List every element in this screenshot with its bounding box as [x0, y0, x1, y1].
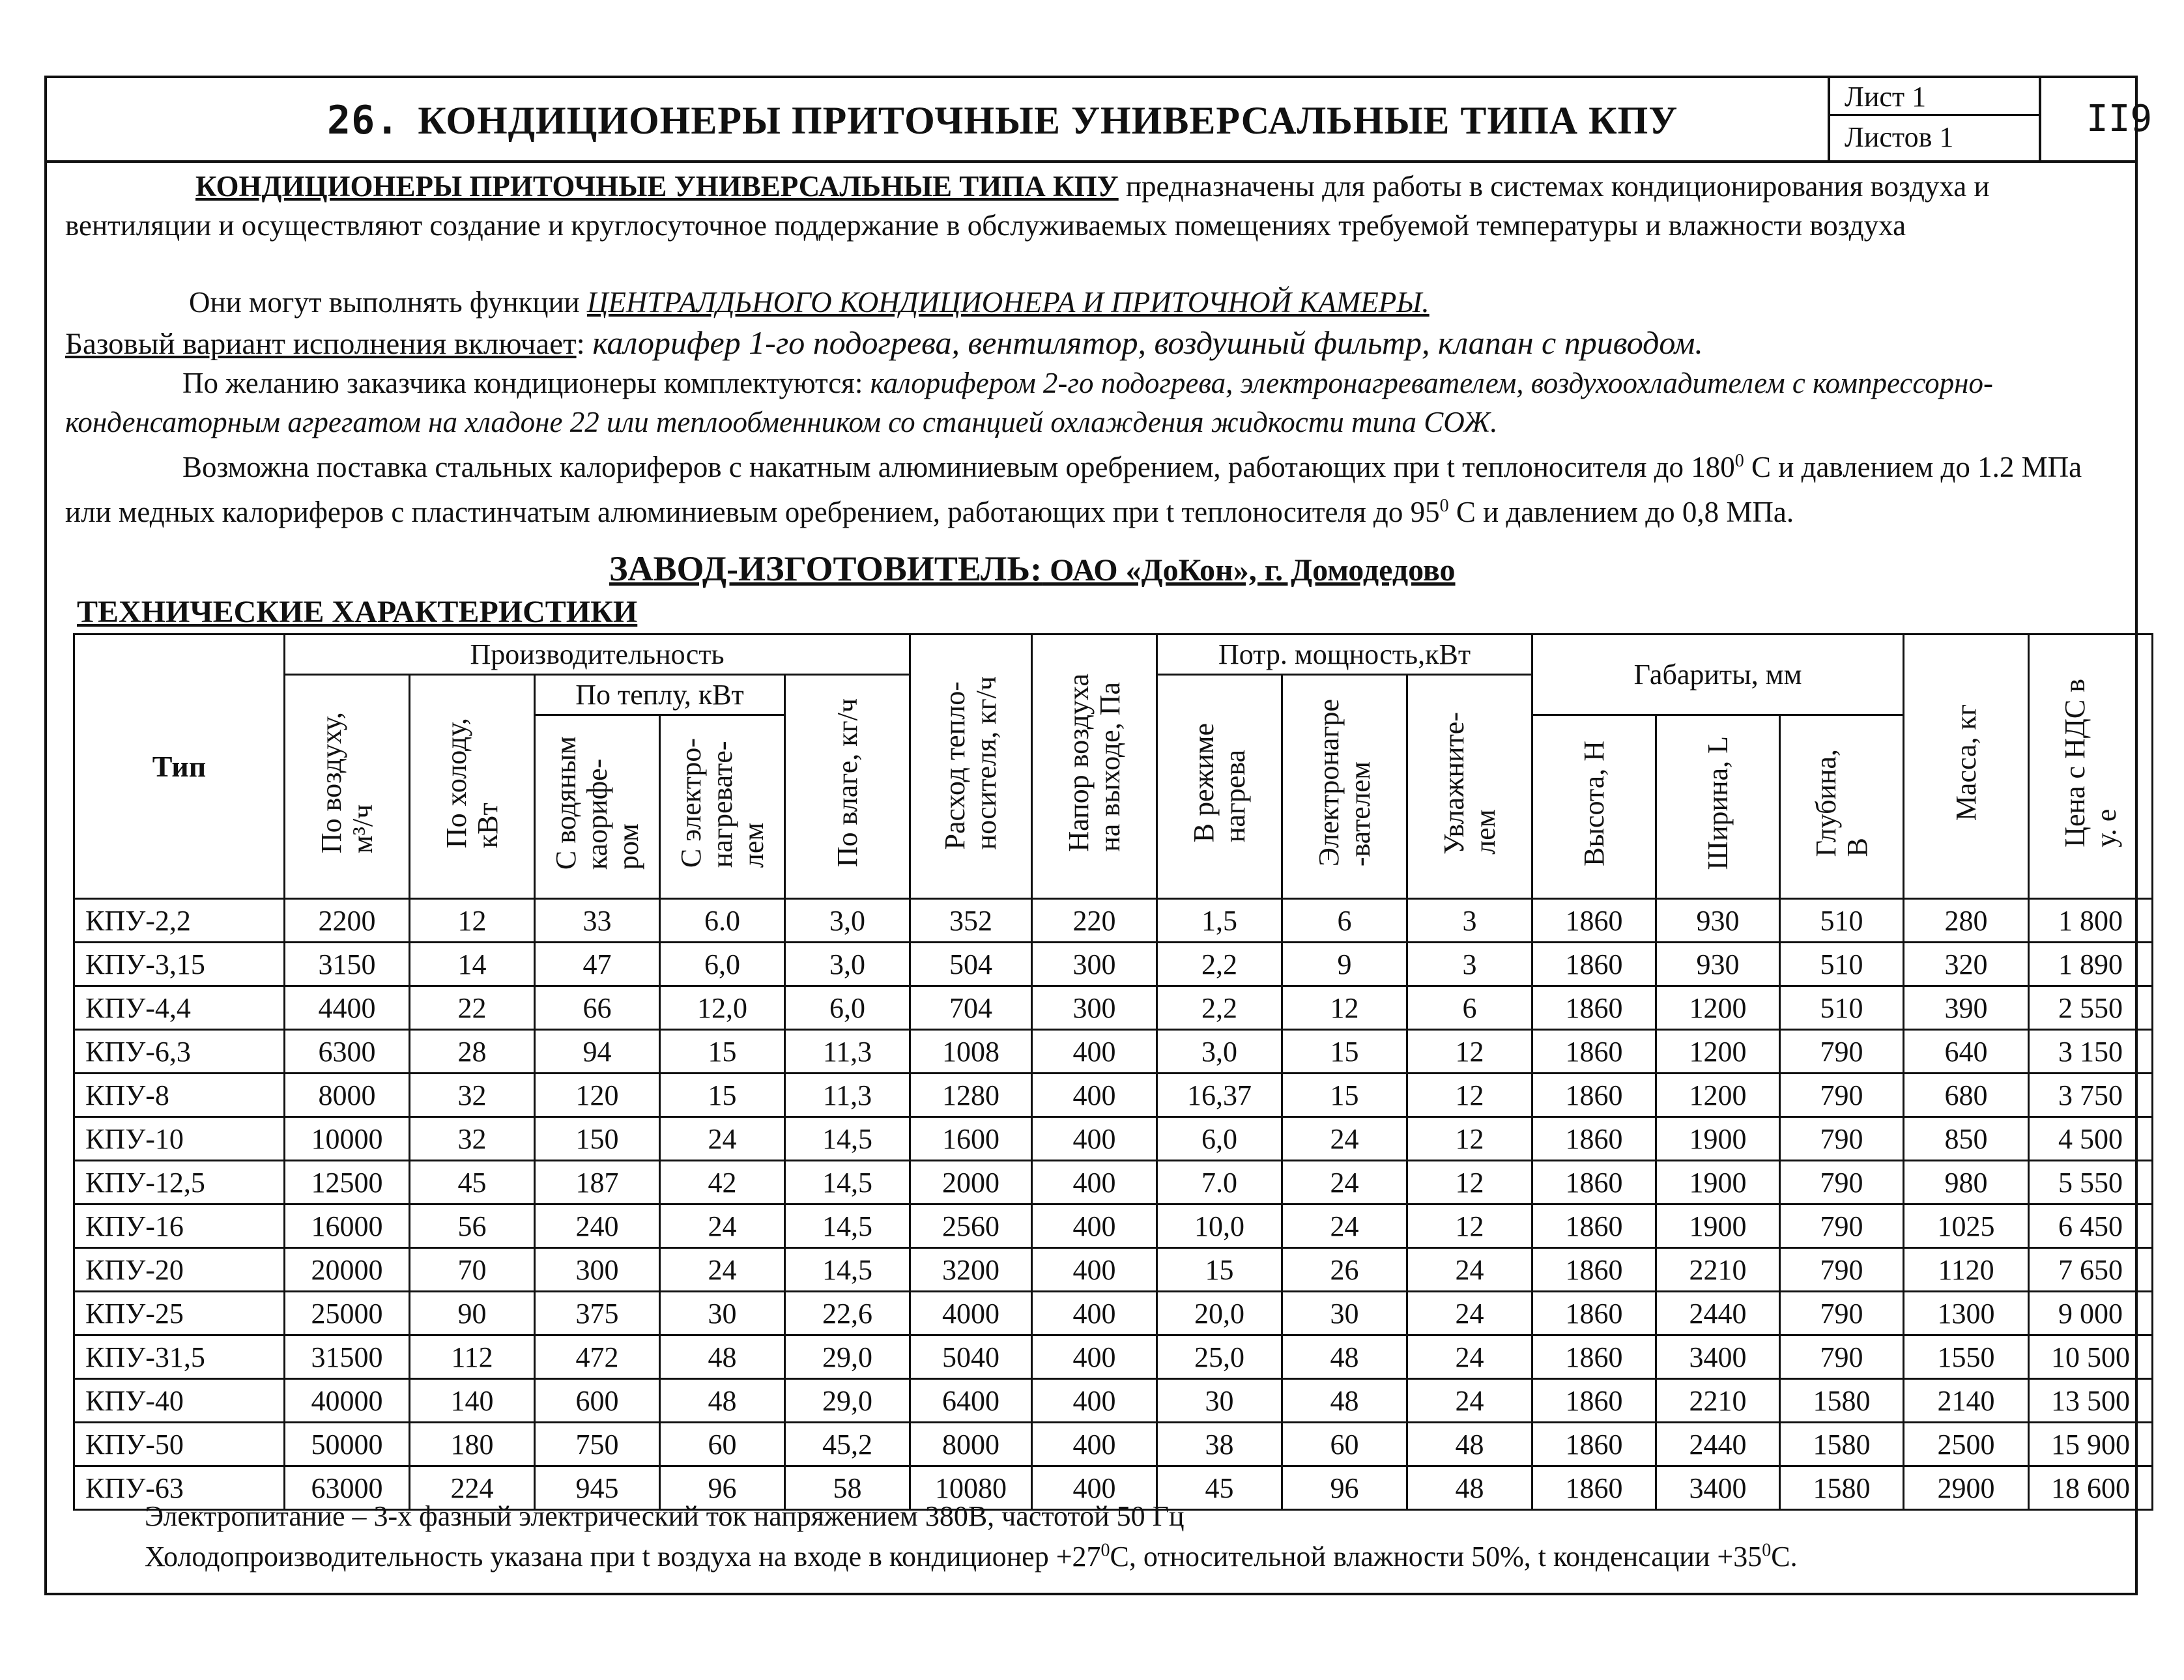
table-cell: 12 — [1282, 986, 1407, 1030]
table-cell: 11,3 — [785, 1074, 910, 1117]
table-cell: 187 — [535, 1161, 660, 1204]
section-title: ТЕХНИЧЕСКИЕ ХАРАКТЕРИСТИКИ — [77, 595, 638, 629]
table-cell: 850 — [1904, 1117, 2029, 1161]
intro-text: предназначены для работы в системах кондиционирования воздуха и вентиляции и осуществляют создание и круглосуточное поддержание в обслуживаемых помещениях требуемой температуры и влажности воздуха — [65, 170, 1990, 242]
table-cell: 2210 — [1656, 1379, 1780, 1423]
table-cell: 14,5 — [785, 1161, 910, 1204]
table-cell: 400 — [1032, 1074, 1157, 1117]
table-cell: 400 — [1032, 1204, 1157, 1248]
table-cell: 1900 — [1656, 1117, 1780, 1161]
table-cell: 29,0 — [785, 1335, 910, 1379]
table-cell: 60 — [1282, 1423, 1407, 1466]
table-cell: 1200 — [1656, 1074, 1780, 1117]
header-frame — [44, 76, 2153, 160]
table-cell: 14,5 — [785, 1117, 910, 1161]
sheet-label: Лист 1 — [1830, 78, 2039, 116]
header-type: Тип — [74, 634, 285, 899]
table-cell: 6.0 — [660, 899, 785, 943]
table-cell: 58 — [785, 1466, 910, 1510]
table-cell: 1900 — [1656, 1204, 1780, 1248]
table-cell: 400 — [1032, 1466, 1157, 1510]
table-cell: 790 — [1780, 1204, 1904, 1248]
table-cell: 504 — [910, 943, 1032, 986]
table-cell: 2200 — [285, 899, 410, 943]
table-cell: 1008 — [910, 1030, 1032, 1074]
header-power-heat: В режиме нагрева — [1157, 675, 1282, 899]
table-row — [74, 943, 2153, 986]
sheets-label: Листов 1 — [1845, 121, 1954, 153]
table-cell: 2 550 — [2029, 986, 2153, 1030]
table-cell: 94 — [535, 1030, 660, 1074]
table-cell: 48 — [660, 1379, 785, 1423]
table-cell: 1200 — [1656, 1030, 1780, 1074]
table-cell: 400 — [1032, 1292, 1157, 1335]
table-cell: 10000 — [285, 1117, 410, 1161]
manufacturer-label: ЗАВОД-ИЗГОТОВИТЕЛЬ: — [609, 549, 1042, 588]
table-cell: 1860 — [1532, 1204, 1656, 1248]
table-cell: 2440 — [1656, 1292, 1780, 1335]
table-cell: 1580 — [1780, 1466, 1904, 1510]
table-cell: 240 — [535, 1204, 660, 1248]
table-cell: 120 — [535, 1074, 660, 1117]
table-cell: 1 890 — [2029, 943, 2153, 986]
table-cell: 20,0 — [1157, 1292, 1282, 1335]
options-lead: По желанию заказчика кондиционеры комплектуются: — [182, 367, 870, 399]
table-cell: 4400 — [285, 986, 410, 1030]
table-cell: 3,0 — [785, 899, 910, 943]
table-cell: 510 — [1780, 943, 1904, 986]
table-cell: 32 — [410, 1074, 535, 1117]
table-cell: 2500 — [1904, 1423, 2029, 1466]
table-cell: 12 — [1407, 1030, 1532, 1074]
row-type-cell: КПУ-12,5 — [74, 1161, 285, 1204]
table-cell: 1860 — [1532, 1030, 1656, 1074]
heaters-text-b: С и давлением до 1.2 МПа или медных калориферов с пластинчатым алюминиевым оребрением, работающих при t теплоносителя до 95 — [65, 451, 2082, 528]
table-cell: 15 900 — [2029, 1423, 2153, 1466]
header-heat-water: С водяным каорифе- ром — [535, 715, 660, 899]
table-cell: 2000 — [910, 1161, 1032, 1204]
table-cell: 14,5 — [785, 1204, 910, 1248]
table-row — [74, 1292, 2153, 1335]
table-row — [74, 1335, 2153, 1379]
row-type-cell: КПУ-40 — [74, 1379, 285, 1423]
notes — [73, 1500, 2136, 1591]
table-cell: 33 — [535, 899, 660, 943]
table-cell: 400 — [1032, 1335, 1157, 1379]
table-cell: 1580 — [1780, 1379, 1904, 1423]
table-cell: 1860 — [1532, 1292, 1656, 1335]
table-cell: 9 000 — [2029, 1292, 2153, 1335]
table-cell: 945 — [535, 1466, 660, 1510]
table-cell: 790 — [1780, 1030, 1904, 1074]
table-cell: 1280 — [910, 1074, 1032, 1117]
table-cell: 1,5 — [1157, 899, 1282, 943]
table-cell: 3 750 — [2029, 1074, 2153, 1117]
header-width: Ширина, L — [1656, 715, 1780, 899]
table-row — [74, 899, 2153, 943]
header-cold: По холоду, кВт — [410, 675, 535, 899]
table-cell: 1860 — [1532, 1074, 1656, 1117]
table-cell: 6,0 — [1157, 1117, 1282, 1161]
table-cell: 1025 — [1904, 1204, 2029, 1248]
table-cell: 20000 — [285, 1248, 410, 1292]
base-variant-lead: Базовый вариант исполнения включает — [65, 327, 577, 361]
header-air: По воздуху, м³/ч — [285, 675, 410, 899]
table-cell: 680 — [1904, 1074, 2029, 1117]
functions-lead: Они могут выполнять функции — [189, 286, 587, 319]
table-cell: 45,2 — [785, 1423, 910, 1466]
row-type-cell: КПУ-10 — [74, 1117, 285, 1161]
table-cell: 750 — [535, 1423, 660, 1466]
spec-table — [73, 633, 2153, 1511]
note-power-supply: Электропитание – 3-х фазный электрический ток напряжением 380В, частотой 50 Гц — [145, 1500, 1185, 1532]
table-cell: 2440 — [1656, 1423, 1780, 1466]
table-cell: 3 150 — [2029, 1030, 2153, 1074]
table-row — [74, 1423, 2153, 1466]
manufacturer-name: ОАО «ДоКон», г. Домодедово — [1042, 553, 1456, 588]
table-cell: 38 — [1157, 1423, 1282, 1466]
table-cell: 790 — [1780, 1335, 1904, 1379]
sheet-box — [1828, 78, 2041, 160]
table-cell: 1300 — [1904, 1292, 2029, 1335]
header-mass: Масса, кг — [1904, 634, 2029, 899]
table-cell: 3400 — [1656, 1335, 1780, 1379]
heaters-text-a: Возможна поставка стальных калориферов с накатным алюминиевым оребрением, работающих при t теплоносителя до 180 — [182, 451, 1735, 483]
table-cell: 510 — [1780, 899, 1904, 943]
table-cell: 1860 — [1532, 1117, 1656, 1161]
table-cell: 2900 — [1904, 1466, 2029, 1510]
table-cell: 790 — [1780, 1248, 1904, 1292]
table-cell: 48 — [1407, 1423, 1532, 1466]
header-dims: Габариты, мм — [1532, 634, 1904, 715]
table-cell: 10,0 — [1157, 1204, 1282, 1248]
table-cell: 790 — [1780, 1074, 1904, 1117]
table-cell: 6 — [1407, 986, 1532, 1030]
section-number: 26. — [327, 98, 400, 143]
table-cell: 3200 — [910, 1248, 1032, 1292]
table-cell: 1860 — [1532, 1379, 1656, 1423]
table-cell: 375 — [535, 1292, 660, 1335]
table-cell: 4000 — [910, 1292, 1032, 1335]
table-cell: 48 — [660, 1335, 785, 1379]
table-cell: 14,5 — [785, 1248, 910, 1292]
table-row — [74, 1248, 2153, 1292]
row-type-cell: КПУ-20 — [74, 1248, 285, 1292]
table-cell: 8000 — [910, 1423, 1032, 1466]
header-pressure: Напор воздуха на выходе, Па — [1032, 634, 1157, 899]
header-power-humid: Увлажните- лем — [1407, 675, 1532, 899]
table-row — [74, 1379, 2153, 1423]
table-cell: 14 — [410, 943, 535, 986]
row-type-cell: КПУ-2,2 — [74, 899, 285, 943]
table-cell: 140 — [410, 1379, 535, 1423]
table-cell: 12 — [1407, 1161, 1532, 1204]
degree-sup-1: 0 — [1734, 451, 1744, 471]
table-cell: 1860 — [1532, 1161, 1656, 1204]
table-cell: 300 — [535, 1248, 660, 1292]
table-cell: 6300 — [285, 1030, 410, 1074]
table-cell: 12 — [1407, 1204, 1532, 1248]
table-cell: 24 — [1407, 1248, 1532, 1292]
base-variant-colon: : — [576, 327, 593, 361]
table-cell: 930 — [1656, 943, 1780, 986]
functions-text: ЦЕНТРАЛДЬНОГО КОНДИЦИОНЕРА И ПРИТОЧНОЙ КАМЕРЫ. — [586, 286, 1430, 319]
header-coolant: Расход тепло- носителя, кг/ч — [910, 634, 1032, 899]
table-cell: 15 — [1157, 1248, 1282, 1292]
table-cell: 1120 — [1904, 1248, 2029, 1292]
table-cell: 5040 — [910, 1335, 1032, 1379]
table-cell: 1860 — [1532, 899, 1656, 943]
table-cell: 10 500 — [2029, 1335, 2153, 1379]
table-cell: 150 — [535, 1117, 660, 1161]
table-cell: 24 — [660, 1117, 785, 1161]
row-type-cell: КПУ-8 — [74, 1074, 285, 1117]
table-cell: 790 — [1780, 1161, 1904, 1204]
table-cell: 930 — [1656, 899, 1780, 943]
table-cell: 24 — [1407, 1292, 1532, 1335]
intro-lead: КОНДИЦИОНЕРЫ ПРИТОЧНЫЕ УНИВЕРСАЛЬНЫЕ ТИПА КПУ — [195, 170, 1119, 203]
table-cell: 224 — [410, 1466, 535, 1510]
table-cell: 16,37 — [1157, 1074, 1282, 1117]
table-cell: 2140 — [1904, 1379, 2029, 1423]
page-number: II9 — [2086, 98, 2153, 140]
intro-paragraph-2 — [65, 283, 2118, 322]
table-row — [74, 1074, 2153, 1117]
intro-paragraph-5 — [65, 442, 2118, 532]
table-cell: 2,2 — [1157, 943, 1282, 986]
table-cell: 12 — [1407, 1074, 1532, 1117]
table-row — [74, 1161, 2153, 1204]
intro-paragraph-1 — [65, 167, 2118, 245]
table-cell: 7 650 — [2029, 1248, 2153, 1292]
table-cell: 8000 — [285, 1074, 410, 1117]
header-heat: По теплу, кВт — [535, 675, 785, 715]
table-cell: 50000 — [285, 1423, 410, 1466]
table-cell: 3150 — [285, 943, 410, 986]
row-type-cell: КПУ-25 — [74, 1292, 285, 1335]
table-cell: 400 — [1032, 1030, 1157, 1074]
table-cell: 15 — [660, 1074, 785, 1117]
table-cell: 2210 — [1656, 1248, 1780, 1292]
table-cell: 790 — [1780, 1292, 1904, 1335]
table-cell: 60 — [660, 1423, 785, 1466]
table-cell: 300 — [1032, 986, 1157, 1030]
options-text: калорифером 2-го подогрева, электронагревателем, воздухоохладителем с компрессорно-конденсаторным агрегатом на хладоне 22 или теплообменником со станцией охлаждения жидкости типа СОЖ. — [65, 367, 1993, 438]
header-height: Высота, Н — [1532, 715, 1656, 899]
table-cell: 1860 — [1532, 1335, 1656, 1379]
table-cell: 29,0 — [785, 1379, 910, 1423]
table-cell: 13 500 — [2029, 1379, 2153, 1423]
table-cell: 40000 — [285, 1379, 410, 1423]
table-cell: 1860 — [1532, 1248, 1656, 1292]
row-type-cell: КПУ-63 — [74, 1466, 285, 1510]
table-cell: 48 — [1282, 1379, 1407, 1423]
table-cell: 4 500 — [2029, 1117, 2153, 1161]
table-cell: 600 — [535, 1379, 660, 1423]
header-power-electro: Электронагре -вателем — [1282, 675, 1407, 899]
manufacturer — [609, 548, 1456, 589]
table-cell: 25,0 — [1157, 1335, 1282, 1379]
table-cell: 1580 — [1780, 1423, 1904, 1466]
header-productivity: Производительность — [285, 634, 910, 675]
table-cell: 66 — [535, 986, 660, 1030]
table-cell: 1860 — [1532, 1466, 1656, 1510]
table-cell: 56 — [410, 1204, 535, 1248]
table-cell: 24 — [1282, 1161, 1407, 1204]
degree-sup-2: 0 — [1439, 496, 1449, 516]
table-cell: 6 450 — [2029, 1204, 2153, 1248]
base-variant-text: калорифер 1-го подогрева, вентилятор, воздушный фильтр, клапан с приводом. — [592, 324, 1703, 361]
table-row — [74, 1030, 2153, 1074]
header-depth: Глубина, В — [1780, 715, 1904, 899]
table-cell: 25000 — [285, 1292, 410, 1335]
table-cell: 24 — [1407, 1379, 1532, 1423]
table-cell: 96 — [1282, 1466, 1407, 1510]
table-cell: 24 — [1407, 1335, 1532, 1379]
table-row — [74, 986, 2153, 1030]
table-cell: 5 550 — [2029, 1161, 2153, 1204]
table-cell: 31500 — [285, 1335, 410, 1379]
table-cell: 280 — [1904, 899, 2029, 943]
table-cell: 26 — [1282, 1248, 1407, 1292]
table-cell: 28 — [410, 1030, 535, 1074]
table-cell: 22 — [410, 986, 535, 1030]
table-cell: 24 — [660, 1248, 785, 1292]
table-cell: 24 — [660, 1204, 785, 1248]
table-row — [74, 1117, 2153, 1161]
table-cell: 18 600 — [2029, 1466, 2153, 1510]
table-cell: 400 — [1032, 1423, 1157, 1466]
table-cell: 6400 — [910, 1379, 1032, 1423]
table-cell: 6,0 — [785, 986, 910, 1030]
table-cell: 12 — [1407, 1117, 1532, 1161]
table-row — [74, 1204, 2153, 1248]
table-cell: 47 — [535, 943, 660, 986]
table-cell: 1860 — [1532, 1423, 1656, 1466]
table-cell: 10080 — [910, 1466, 1032, 1510]
table-cell: 6,0 — [660, 943, 785, 986]
table-cell: 6 — [1282, 899, 1407, 943]
table-cell: 790 — [1780, 1117, 1904, 1161]
row-type-cell: КПУ-31,5 — [74, 1335, 285, 1379]
table-cell: 320 — [1904, 943, 2029, 986]
table-cell: 3 — [1407, 899, 1532, 943]
spec-table-body — [74, 899, 2153, 1510]
table-cell: 32 — [410, 1117, 535, 1161]
title-text: КОНДИЦИОНЕРЫ ПРИТОЧНЫЕ УНИВЕРСАЛЬНЫЕ ТИПА КПУ — [418, 99, 1678, 142]
table-cell: 70 — [410, 1248, 535, 1292]
table-cell: 1550 — [1904, 1335, 2029, 1379]
heaters-text-c: С и давлением до 0,8 МПа. — [1448, 496, 1794, 528]
table-cell: 352 — [910, 899, 1032, 943]
table-cell: 112 — [410, 1335, 535, 1379]
table-cell: 48 — [1282, 1335, 1407, 1379]
header-price: Цена с НДС в у. е — [2029, 634, 2153, 899]
table-cell: 400 — [1032, 1379, 1157, 1423]
table-cell: 704 — [910, 986, 1032, 1030]
table-cell: 3 — [1407, 943, 1532, 986]
row-type-cell: КПУ-50 — [74, 1423, 285, 1466]
row-type-cell: КПУ-4,4 — [74, 986, 285, 1030]
table-cell: 980 — [1904, 1161, 2029, 1204]
table-cell: 390 — [1904, 986, 2029, 1030]
table-cell: 24 — [1282, 1204, 1407, 1248]
table-cell: 400 — [1032, 1248, 1157, 1292]
table-cell: 15 — [660, 1030, 785, 1074]
table-cell: 63000 — [285, 1466, 410, 1510]
header-moisture: По влаге, кг/ч — [785, 675, 910, 899]
table-cell: 1200 — [1656, 986, 1780, 1030]
table-cell: 30 — [660, 1292, 785, 1335]
table-cell: 45 — [1157, 1466, 1282, 1510]
table-cell: 7.0 — [1157, 1161, 1282, 1204]
table-cell: 3,0 — [785, 943, 910, 986]
row-type-cell: КПУ-3,15 — [74, 943, 285, 986]
table-cell: 472 — [535, 1335, 660, 1379]
table-cell: 12,0 — [660, 986, 785, 1030]
table-cell: 42 — [660, 1161, 785, 1204]
table-cell: 48 — [1407, 1466, 1532, 1510]
table-cell: 30 — [1282, 1292, 1407, 1335]
note-cooling-conditions: Холодопроизводительность указана при t воздуха на входе в кондиционер $+27^0С$, относительной влажности 50%, t конденсации $+35^0С$. — [145, 1540, 1798, 1573]
table-cell: 3,0 — [1157, 1030, 1282, 1074]
table-cell: 1900 — [1656, 1161, 1780, 1204]
table-cell: 400 — [1032, 1161, 1157, 1204]
table-cell: 640 — [1904, 1030, 2029, 1074]
document-title — [327, 98, 1678, 143]
table-cell: 12500 — [285, 1161, 410, 1204]
table-cell: 1 800 — [2029, 899, 2153, 943]
table-cell: 24 — [1282, 1117, 1407, 1161]
table-cell: 16000 — [285, 1204, 410, 1248]
table-cell: 1600 — [910, 1117, 1032, 1161]
header-heat-electro: С электро- нагревате- лем — [660, 715, 785, 899]
table-cell: 22,6 — [785, 1292, 910, 1335]
table-cell: 3400 — [1656, 1466, 1780, 1510]
table-cell: 510 — [1780, 986, 1904, 1030]
intro-paragraph-3 — [65, 323, 2118, 363]
table-cell: 45 — [410, 1161, 535, 1204]
table-cell: 15 — [1282, 1074, 1407, 1117]
table-cell: 11,3 — [785, 1030, 910, 1074]
table-cell: 15 — [1282, 1030, 1407, 1074]
intro-paragraph-4 — [65, 363, 2118, 442]
table-cell: 1860 — [1532, 943, 1656, 986]
table-cell: 90 — [410, 1292, 535, 1335]
table-cell: 96 — [660, 1466, 785, 1510]
table-cell: 12 — [410, 899, 535, 943]
table-cell: 2,2 — [1157, 986, 1282, 1030]
table-cell: 220 — [1032, 899, 1157, 943]
header-power: Потр. мощность,кВт — [1157, 634, 1532, 675]
table-cell: 30 — [1157, 1379, 1282, 1423]
row-type-cell: КПУ-6,3 — [74, 1030, 285, 1074]
table-cell: 300 — [1032, 943, 1157, 986]
table-cell: 2560 — [910, 1204, 1032, 1248]
row-type-cell: КПУ-16 — [74, 1204, 285, 1248]
table-cell: 9 — [1282, 943, 1407, 986]
table-cell: 400 — [1032, 1117, 1157, 1161]
table-cell: 1860 — [1532, 986, 1656, 1030]
table-cell: 180 — [410, 1423, 535, 1466]
